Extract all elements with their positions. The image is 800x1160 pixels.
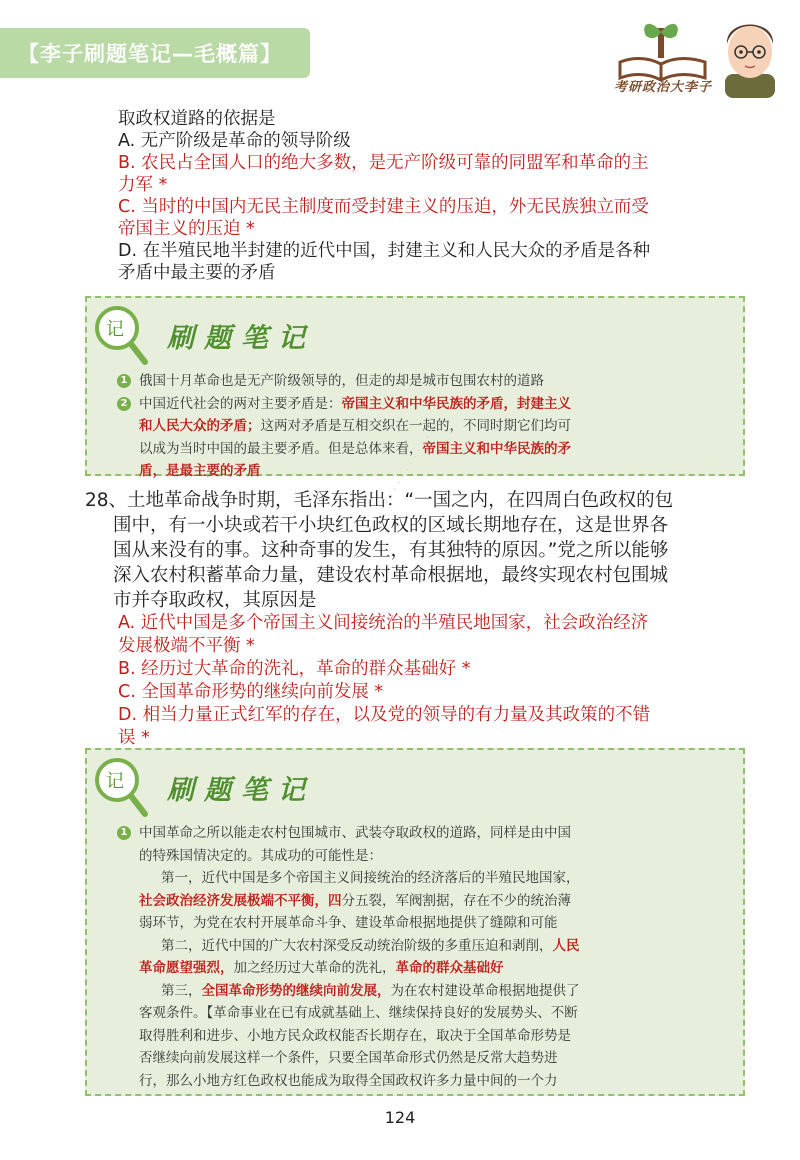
- question-stem-tail: 取政权道路的依据是: [118, 109, 276, 129]
- header-title: 【李子刷题笔记—毛概篇】: [18, 42, 282, 66]
- option-d-cont: 误 *: [118, 728, 150, 748]
- option-b: B. 农民占全国人口的绝大多数，是无产阶级可靠的同盟军和革命的主: [118, 153, 649, 173]
- note-title: 刷题笔记: [167, 775, 315, 806]
- study-note-2: [85, 748, 745, 1096]
- option-a: A. 近代中国是多个帝国主义间接统治的半殖民地国家，社会政治经济: [118, 613, 649, 633]
- question-stem: 围中，有一小块或若干小块红色政权的区域长期地存在，这是世界各: [113, 515, 669, 536]
- magnifier-note-icon: [91, 752, 149, 818]
- paragraph-first-cont: 社会政治经济发展极端不平衡，四分五裂，军阀割据，存在不少的统治薄 弱环节，为党在农村开展革命斗争、建设革命根据地提供了缝隙和可能: [139, 892, 571, 931]
- bullet-number: 1: [117, 826, 131, 840]
- option-c: C. 全国革命形势的继续向前发展 *: [118, 682, 384, 702]
- question-stem: 深入农村积蓄革命力量，建设农村革命根据地，最终实现农村包围城: [113, 565, 669, 586]
- option-a-cont: 发展极端不平衡 *: [118, 636, 255, 656]
- option-c-cont: 帝国主义的压迫 *: [118, 219, 255, 239]
- question-28-options: [118, 612, 748, 750]
- option-b-cont: 力军 *: [118, 175, 168, 195]
- question-stem: 国从来没有的事。这种奇事的发生，有其独特的原因。”党之所以能够: [113, 540, 669, 561]
- author-avatar: [715, 12, 785, 98]
- paragraph-third: 第三，全国革命形势的继续向前发展，为在农村建设革命根据地提供了: [161, 982, 580, 999]
- bullet-number: 1: [117, 374, 131, 388]
- header-banner: [0, 28, 310, 78]
- bullet-number: 2: [117, 397, 131, 411]
- option-c: C. 当时的中国内无民主制度而受封建主义的压迫，外无民族独立而受: [118, 197, 649, 217]
- paragraph-third-cont: 客观条件。【革命事业在已有成就基础上、继续保持良好的发展势头、不断 取得胜利和进步、小地方民众政权能否长期存在，取决于全国革命形势是 否继续向前发展这样一个条件，只要全国革命形式仍然是反常大趋势进 行，那么小地方红色政权也能成为取得全国政权许多力量中间的一个力: [139, 1005, 578, 1089]
- watermark: · · · · · · · · · · · ·: [380, 425, 439, 508]
- note-title: 刷题笔记: [167, 323, 315, 354]
- page-number: 124: [384, 1108, 416, 1127]
- option-d: D. 相当力量正式红军的存在，以及党的领导的有力量及其政策的不错: [118, 705, 651, 725]
- option-d-cont: 矛盾中最主要的矛盾: [118, 263, 276, 283]
- top-question: [118, 108, 748, 284]
- paragraph-first: 第一，近代中国是多个帝国主义间接统治的经济落后的半殖民地国家，: [161, 870, 580, 886]
- note-item: 1 中国革命之所以能走农村包围城市、武装夺取政权的道路，同样是由中国 的特殊国情决定的。其成功的可能性是： 第一，近代中国是多个帝国主义间接统治的经济落后的半殖民地国家， 社会政治经济发展极端不平衡，四分五裂，军阀割据，存在不少的统治薄 弱环节，为党在农村开展革命斗争、建设革命根据地提供了缝隙和可能 第二，近代中国的广大农村深受反动统治阶级的多重压迫和剥削，人民 革命愿望强烈，加之经历过大革命的洗礼，革命的群众基础好 第三，全国革命形势的继续向前发展，为在农村建设革命根据地提供了 客观条件。【革命事业在已有成就基础上、继续保持良好的发展势头、不断 取得胜利和进步、小地方民众政权能否长期存在，取决于全国革命形势是 否继续向前发展这样一个条件，只要全国革命形式仍然是反常大趋势进 行，那么小地方红色政权也能成为取得全国政权许多力量中间的一个力: [117, 822, 725, 1092]
- paragraph-second: 第二，近代中国的广大农村深受反动统治阶级的多重压迫和剥削，人民: [161, 937, 580, 954]
- magnifier-note-icon: [91, 300, 149, 366]
- question-stem: 28、土地革命战争时期，毛泽东指出：“一国之内，在四周白色政权的包: [85, 490, 674, 511]
- logo-text: 考研政治大李子: [613, 80, 712, 95]
- note-item: 1 俄国十月革命也是无产阶级领导的，但走的却是城市包围农村的道路: [117, 370, 725, 393]
- option-b: B. 经历过大革命的洗礼，革命的群众基础好 *: [118, 659, 471, 679]
- question-28: [85, 488, 750, 613]
- svg-text:记: 记: [106, 771, 124, 792]
- paragraph-second-cont: 革命愿望强烈，加之经历过大革命的洗礼，革命的群众基础好: [139, 960, 504, 976]
- note-item: 2 中国近代社会的两对主要矛盾是：帝国主义和中华民族的矛盾，封建主义 和人民大众的矛盾；这两对矛盾是互相交织在一起的，不同时期它们均可 以成为当时中国的最主要矛盾。但是总体来看，帝国主义和中华民族的矛 盾，是最主要的矛盾: [117, 393, 725, 483]
- option-a: A. 无产阶级是革命的领导阶级: [118, 131, 351, 151]
- question-stem: 市并夺取政权，其原因是: [113, 590, 317, 611]
- svg-text:记: 记: [106, 319, 124, 340]
- option-d: D. 在半殖民地半封建的近代中国，封建主义和人民大众的矛盾是各种: [118, 241, 651, 261]
